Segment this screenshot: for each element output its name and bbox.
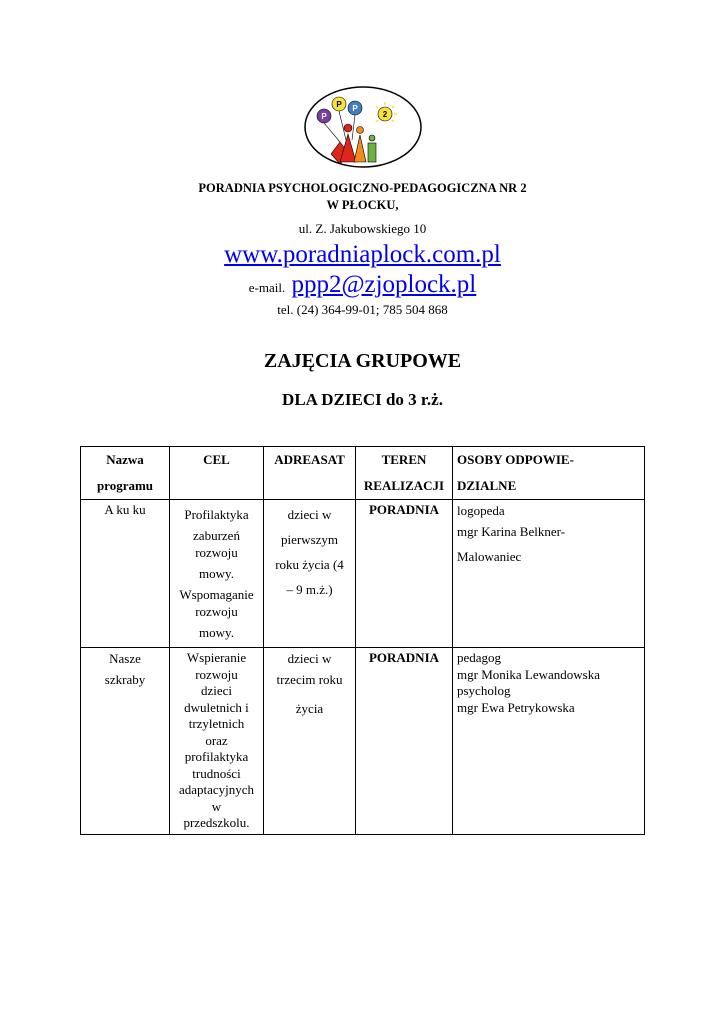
page-subtitle: DLA DZIECI do 3 r.ż.: [282, 390, 443, 409]
cell-persons: pedagog mgr Monika Lewandowska psycholog mgr Ewa Petrykowska: [453, 648, 645, 835]
cell-name: A ku ku: [81, 500, 170, 648]
page-title: ZAJĘCIA GRUPOWE: [263, 350, 462, 372]
cell-addressee: dzieci w pierwszym roku życia (4 – 9 m.ż.): [264, 500, 356, 648]
cell-area: PORADNIA: [356, 500, 453, 648]
logo-letter-2: 2: [382, 110, 388, 119]
cell-area: PORADNIA: [356, 648, 453, 835]
svg-text:P: P: [336, 100, 342, 109]
org-name-line1: PORADNIA PSYCHOLOGICZNO-PEDAGOGICZNA NR 2: [198, 181, 527, 195]
phone: tel. (24) 364-99-01; 785 504 868: [277, 302, 448, 317]
email-label: e-mail.: [248, 280, 286, 295]
programs-table: [80, 446, 645, 835]
address: ul. Z. Jakubowskiego 10: [298, 221, 427, 236]
email-row: [0, 271, 725, 299]
website-link[interactable]: www.poradniaplock.com.pl: [224, 241, 501, 268]
table-header-row: [81, 447, 645, 500]
poradnia-logo: [302, 84, 424, 170]
svg-text:P: P: [321, 112, 327, 121]
header-area: TEREN REALIZACJI: [356, 447, 453, 500]
email-link[interactable]: ppp2@zjoplock.pl: [291, 271, 477, 298]
org-name-line2: W PŁOCKU,: [326, 198, 399, 212]
header-addressee: ADREASAT: [264, 447, 356, 500]
cell-persons: logopeda mgr Karina Belkner- Malowaniec: [453, 500, 645, 648]
cell-name: Nasze szkraby: [81, 648, 170, 835]
header-goal: CEL: [170, 447, 264, 500]
cell-addressee: dzieci w trzecim roku życia: [264, 648, 356, 835]
table-row: [81, 648, 645, 835]
cell-goal: Profilaktyka zaburzeń rozwoju mowy. Wspomaganie rozwoju mowy.: [170, 500, 264, 648]
svg-text:P: P: [352, 104, 358, 113]
header-persons: OSOBY ODPOWIE- DZIALNE: [453, 447, 645, 500]
table-row: [81, 500, 645, 648]
cell-goal: Wspieranie rozwoju dzieci dwuletnich i trzyletnich oraz profilaktyka trudności adaptacyjnych w przedszkolu.: [170, 648, 264, 835]
header-name: Nazwa programu: [81, 447, 170, 500]
